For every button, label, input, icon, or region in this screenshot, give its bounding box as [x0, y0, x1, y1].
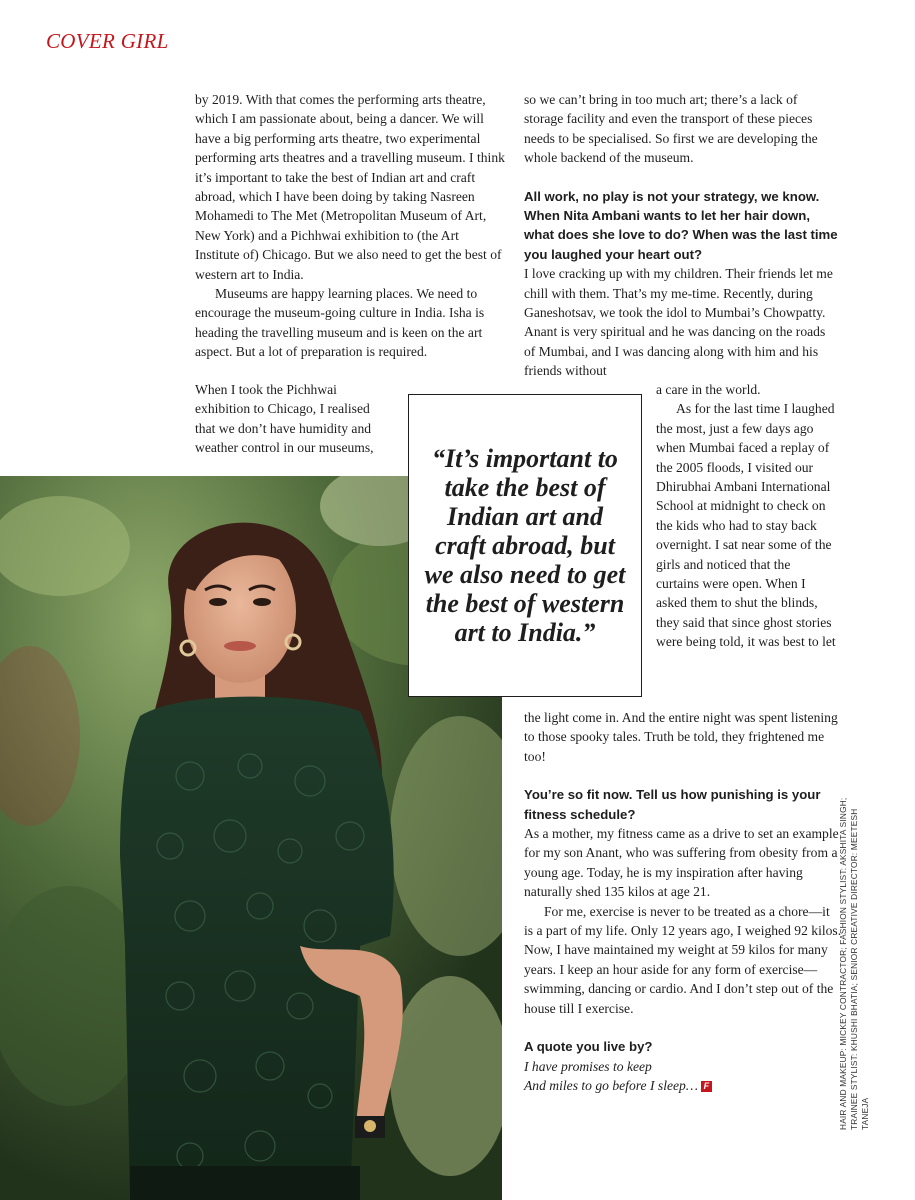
- answer-1-wrap-1: a care in the world.: [656, 382, 761, 397]
- question-3: A quote you live by?: [524, 1039, 653, 1055]
- right-column-lower: [524, 708, 842, 1095]
- section-label: COVER GIRL: [46, 29, 169, 53]
- answer-1-end: the light come in. And the entire night was spent listening to those spooky tales. Truth be told, they frightened me too!: [524, 710, 838, 764]
- answer-2-para-1: As a mother, my fitness came as a drive to set an example for my son Anant, who was suffering from obesity from a young age. Today, he is my inspiration after having naturally shed 135 kilos at age 21.: [524, 826, 839, 900]
- right-column: [524, 90, 839, 381]
- pull-quote-text: “It’s important to take the best of Indian art and craft abroad, but we also need to get the best of western art to India.”: [424, 444, 626, 647]
- left-para-1: by 2019. With that comes the performing arts theatre, which I am passionate about, being a dancer. We will have a big performing arts theatre, two experimental performing arts theatres and a travelling museum. I think it’s important to take the best of Indian art and craft abroad, which I have been doing by taking Nasreen Mohamedi to The Met (Metropolitan Museum of Art, New York) and a Pichhwai exhibition to (the Art Institute of) Chicago. But we also need to get the best of western art to India.: [195, 92, 505, 282]
- photo-credits: [838, 790, 871, 1130]
- answer-1-wrap-2: As for the last time I laughed the most, just a few days ago when Mumbai faced a replay of the 2005 floods, I visited our Dhirubhai Ambani International School at midnight to check on the kids who had to stay back overnight. I sat near some of the girls and noticed that the curtains were open. When I asked them to shut the blinds, they said that since ghost stories were being told, it was best to let: [656, 401, 836, 650]
- right-wrap-column: [656, 380, 836, 652]
- answer-2-para-2: For me, exercise is never to be treated as a chore—it is a part of my life. Only 12 years ago, I weighed 92 kilos. Now, I have maintained my weight at 59 kilos for many years. I keep an hour aside for any form of exercise—swimming, dancing or cardio. And I don’t step out of the house till I exercise.: [524, 903, 842, 1016]
- left-para-2: Museums are happy learning places. We need to encourage the museum-going culture in India. Isha is heading the travelling museum and is keen on the art aspect. But a lot of preparation is required.: [195, 286, 485, 360]
- pull-quote: [408, 394, 642, 697]
- answer-1: I love cracking up with my children. Their friends let me chill with them. That’s my me-time. Recently, during Ganeshotsav, we took the idol to Mumbai’s Chowpatty. Anant is very spiritual and he was dancing on the roads of Mumbai, and I was dancing along with him and his friends without: [524, 266, 833, 379]
- credits-line-1: HAIR AND MAKEUP: MICKEY CONTRACTOR; FASHION STYLIST: AKSHITA SINGH;: [838, 797, 848, 1130]
- left-para-2-cont: When I took the Pichhwai exhibition to Chicago, I realised that we don’t have humidity and weather control in our museums,: [195, 382, 374, 456]
- question-2: You’re so fit now. Tell us how punishing is your fitness schedule?: [524, 787, 821, 822]
- end-mark-icon: F: [701, 1081, 712, 1092]
- question-1: All work, no play is not your strategy, we know. When Nita Ambani wants to let her hair down, what does she love to do? When was the last time you laughed your heart out?: [524, 188, 838, 262]
- quote-line-1: I have promises to keep: [524, 1058, 652, 1074]
- right-para-1: so we can’t bring in too much art; there’s a lack of storage facility and even the transport of these pieces needs to be specialised. So first we are developing the whole backend of the museum.: [524, 92, 818, 166]
- left-column-narrow: [195, 380, 390, 458]
- credits-line-2: TRAINEE STYLIST: KHUSHI BHATIA; SENIOR CREATIVE DIRECTOR: MEETESH TANEJA: [849, 808, 870, 1130]
- quote-line-2: And miles to go before I sleep… F: [524, 1076, 842, 1095]
- left-column: [195, 90, 505, 362]
